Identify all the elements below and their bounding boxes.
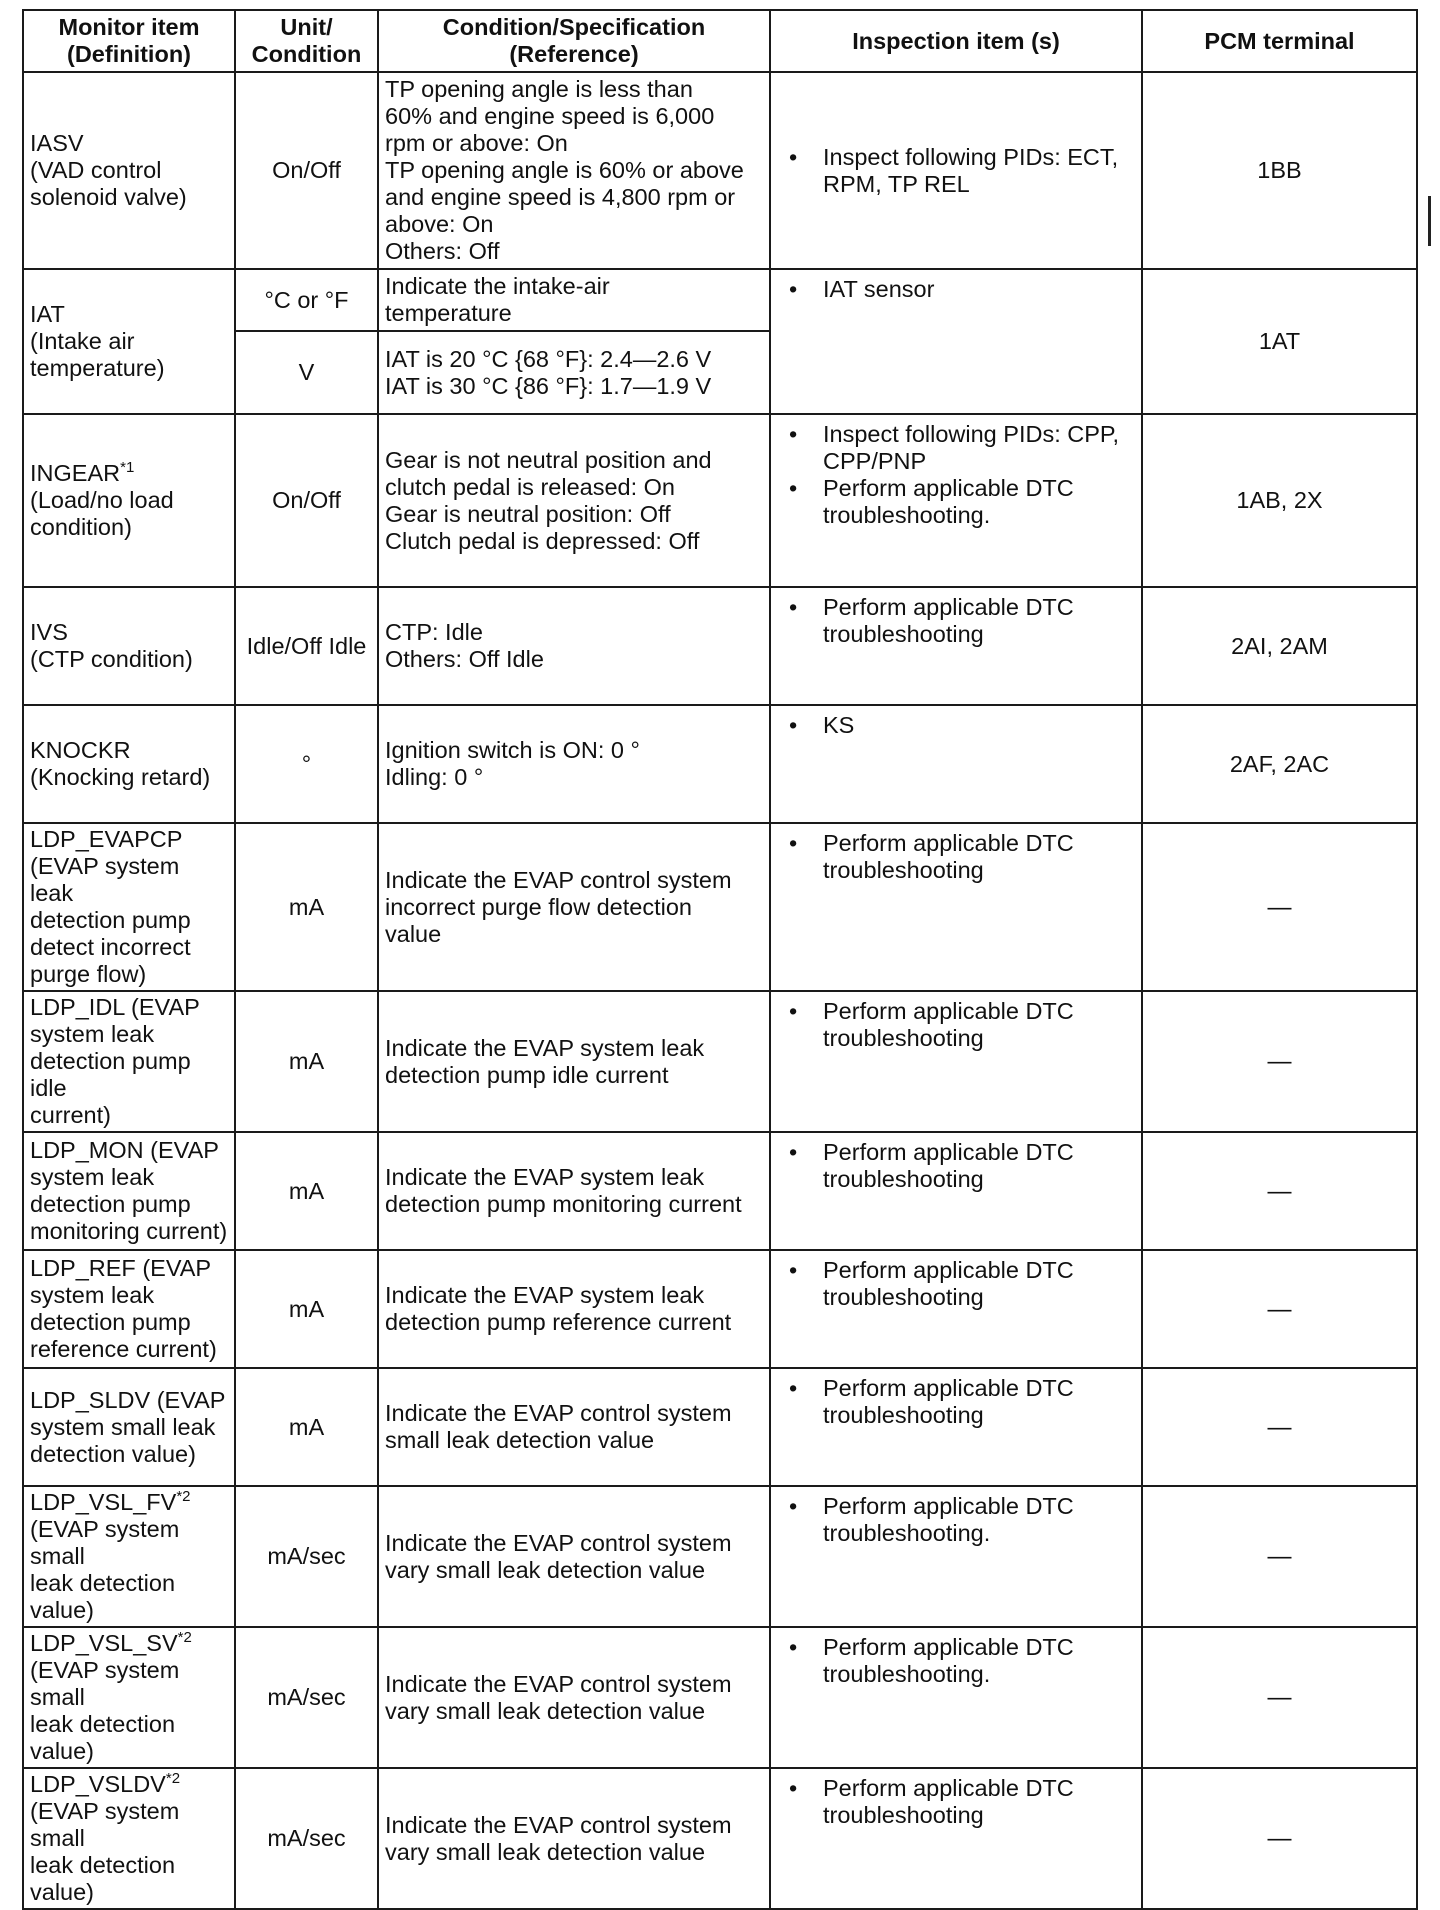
monitor-item-name: KNOCKR	[30, 737, 131, 763]
condition-cell: TP opening angle is less than 60% and engine speed is 6,000 rpm or above: On TP opening angle is 60% or above and engine speed is 4,800 rpm or above: On Others: Off	[378, 72, 770, 269]
table-row-ldp-sldv	[23, 1368, 1417, 1486]
inspection-item: • KS	[777, 712, 1135, 739]
monitor-item-definition: (Intake air temperature)	[30, 328, 165, 381]
unit-cell: V	[235, 331, 378, 414]
monitor-item-definition: (EVAP system small leak detection value)	[30, 1798, 180, 1905]
inspection-item: • Perform applicable DTC troubleshooting	[777, 830, 1135, 884]
unit-cell: Idle/Off Idle	[235, 587, 378, 705]
unit-cell: On/Off	[235, 72, 378, 269]
inspection-cell	[770, 1250, 1142, 1368]
unit-cell: mA	[235, 1368, 378, 1486]
monitor-item-cell: LDP_REF (EVAP system leak detection pump reference current)	[23, 1250, 235, 1368]
condition-cell: Indicate the EVAP control system vary small leak detection value	[378, 1627, 770, 1768]
monitor-item-name: IASV	[30, 130, 84, 156]
inspection-cell	[770, 991, 1142, 1132]
table-row-ldp-evapcp	[23, 823, 1417, 991]
pcm-terminal-cell: —	[1142, 1768, 1417, 1909]
inspection-item: • Perform applicable DTC troubleshooting	[777, 594, 1135, 648]
unit-cell: mA	[235, 991, 378, 1132]
inspection-item: • Inspect following PIDs: ECT, RPM, TP REL	[777, 144, 1135, 198]
pcm-terminal-cell: —	[1142, 1627, 1417, 1768]
header-inspection-items: Inspection item (s)	[770, 10, 1142, 72]
monitor-item-definition: (Knocking retard)	[30, 764, 211, 790]
unit-cell: mA/sec	[235, 1768, 378, 1909]
footnote-marker: *2	[165, 1770, 181, 1788]
condition-cell: IAT is 20 °C {68 °F}: 2.4—2.6 V IAT is 30 °C {86 °F}: 1.7—1.9 V	[378, 331, 770, 414]
pcm-terminal-cell: 2AI, 2AM	[1142, 587, 1417, 705]
footnote-marker: *2	[177, 1629, 192, 1647]
table-row-ldp-ref	[23, 1250, 1417, 1368]
monitor-item-definition: (VAD control solenoid valve)	[30, 157, 187, 210]
pcm-terminal-cell: —	[1142, 1486, 1417, 1627]
header-row	[23, 10, 1417, 72]
inspection-cell	[770, 1132, 1142, 1250]
monitor-item-definition: (CTP condition)	[30, 646, 193, 672]
monitor-item-cell	[23, 269, 235, 414]
table-row-ldp-vsl-fv	[23, 1486, 1417, 1627]
monitor-item-name-line	[30, 1630, 228, 1657]
header-monitor-item: Monitor item (Definition)	[23, 10, 235, 72]
monitor-item-name-line	[30, 1771, 228, 1798]
condition-cell: Gear is not neutral position and clutch pedal is released: On Gear is neutral position: Off Clutch pedal is depressed: Off	[378, 414, 770, 587]
unit-cell: °C or °F	[235, 269, 378, 331]
inspection-item: • Inspect following PIDs: CPP, CPP/PNP	[777, 421, 1135, 475]
monitor-item-cell	[23, 72, 235, 269]
pcm-terminal-cell: 2AF, 2AC	[1142, 705, 1417, 823]
page	[22, 9, 1416, 1910]
pcm-terminal-cell: —	[1142, 1368, 1417, 1486]
monitor-item-name-line	[30, 460, 228, 487]
monitor-item-cell	[23, 705, 235, 823]
monitor-item-cell: LDP_MON (EVAP system leak detection pump monitoring current)	[23, 1132, 235, 1250]
pcm-terminal-cell: —	[1142, 823, 1417, 991]
footnote-marker: *2	[176, 1488, 191, 1506]
inspection-item: • IAT sensor	[777, 276, 1135, 303]
monitor-item-name-line	[30, 1489, 228, 1516]
inspection-cell	[770, 414, 1142, 587]
table-row-ldp-vsldv	[23, 1768, 1417, 1909]
inspection-item: • Perform applicable DTC troubleshooting.	[777, 475, 1135, 529]
table-row-knockr	[23, 705, 1417, 823]
monitor-item-definition: (Load/no load condition)	[30, 487, 174, 540]
inspection-cell	[770, 587, 1142, 705]
inspection-item: • Perform applicable DTC troubleshooting.	[777, 1634, 1135, 1688]
page-edge-mark	[1428, 196, 1431, 246]
monitor-item-cell: LDP_IDL (EVAP system leak detection pump idle current)	[23, 991, 235, 1132]
unit-cell: mA/sec	[235, 1486, 378, 1627]
monitor-item-cell	[23, 1768, 235, 1909]
monitor-item-cell	[23, 414, 235, 587]
pcm-terminal-cell: 1AT	[1142, 269, 1417, 414]
header-pcm-terminal: PCM terminal	[1142, 10, 1417, 72]
pcm-terminal-cell: 1BB	[1142, 72, 1417, 269]
monitor-item-name: IAT	[30, 301, 65, 327]
table-row-ingear	[23, 414, 1417, 587]
inspection-cell	[770, 72, 1142, 269]
inspection-item: • Perform applicable DTC troubleshooting	[777, 998, 1135, 1052]
monitor-spec-table	[22, 9, 1418, 1910]
table-row-ldp-mon	[23, 1132, 1417, 1250]
inspection-cell	[770, 1486, 1142, 1627]
unit-cell: mA/sec	[235, 1627, 378, 1768]
monitor-item-cell	[23, 587, 235, 705]
condition-cell: Indicate the EVAP system leak detection pump idle current	[378, 991, 770, 1132]
inspection-cell	[770, 269, 1142, 414]
table-row-ldp-vsl-sv	[23, 1627, 1417, 1768]
condition-cell: Indicate the EVAP control system small leak detection value	[378, 1368, 770, 1486]
unit-cell: mA	[235, 1250, 378, 1368]
monitor-item-definition: (EVAP system small leak detection value)	[30, 1516, 180, 1623]
table-row-iasv	[23, 72, 1417, 269]
inspection-item: • Perform applicable DTC troubleshooting	[777, 1775, 1135, 1829]
unit-cell: mA	[235, 1132, 378, 1250]
unit-cell: On/Off	[235, 414, 378, 587]
monitor-item-name: LDP_VSL_FV	[30, 1489, 177, 1515]
condition-cell: Indicate the EVAP control system vary small leak detection value	[378, 1486, 770, 1627]
condition-cell: Indicate the intake-air temperature	[378, 269, 770, 331]
inspection-item: • Perform applicable DTC troubleshooting	[777, 1375, 1135, 1429]
header-condition-specification: Condition/Specification (Reference)	[378, 10, 770, 72]
unit-cell: °	[235, 705, 378, 823]
condition-cell: Indicate the EVAP system leak detection pump reference current	[378, 1250, 770, 1368]
monitor-item-cell: LDP_EVAPCP (EVAP system leak detection pump detect incorrect purge flow)	[23, 823, 235, 991]
inspection-item: • Perform applicable DTC troubleshooting	[777, 1139, 1135, 1193]
pcm-terminal-cell: —	[1142, 991, 1417, 1132]
condition-cell: Indicate the EVAP control system incorrect purge flow detection value	[378, 823, 770, 991]
pcm-terminal-cell: 1AB, 2X	[1142, 414, 1417, 587]
monitor-item-cell	[23, 1627, 235, 1768]
monitor-item-name: LDP_VSL_SV	[30, 1630, 178, 1656]
inspection-cell	[770, 705, 1142, 823]
monitor-item-cell: LDP_SLDV (EVAP system small leak detection value)	[23, 1368, 235, 1486]
condition-cell: Indicate the EVAP system leak detection pump monitoring current	[378, 1132, 770, 1250]
table-row-iat	[23, 269, 1417, 331]
monitor-item-name: LDP_VSLDV	[30, 1771, 166, 1797]
condition-cell: Ignition switch is ON: 0 ° Idling: 0 °	[378, 705, 770, 823]
table-row-ldp-idl	[23, 991, 1417, 1132]
inspection-cell	[770, 1627, 1142, 1768]
footnote-marker: *1	[120, 459, 135, 477]
monitor-item-name: IVS	[30, 619, 68, 645]
inspection-item: • Perform applicable DTC troubleshooting	[777, 1257, 1135, 1311]
header-unit-condition: Unit/ Condition	[235, 10, 378, 72]
table-row-ivs	[23, 587, 1417, 705]
monitor-item-cell	[23, 1486, 235, 1627]
condition-cell: CTP: Idle Others: Off Idle	[378, 587, 770, 705]
inspection-cell	[770, 823, 1142, 991]
monitor-item-definition: (EVAP system small leak detection value)	[30, 1657, 180, 1764]
inspection-item: • Perform applicable DTC troubleshooting.	[777, 1493, 1135, 1547]
monitor-item-name: INGEAR	[30, 460, 121, 486]
pcm-terminal-cell: —	[1142, 1250, 1417, 1368]
condition-cell: Indicate the EVAP control system vary small leak detection value	[378, 1768, 770, 1909]
pcm-terminal-cell: —	[1142, 1132, 1417, 1250]
inspection-cell	[770, 1768, 1142, 1909]
inspection-cell	[770, 1368, 1142, 1486]
unit-cell: mA	[235, 823, 378, 991]
